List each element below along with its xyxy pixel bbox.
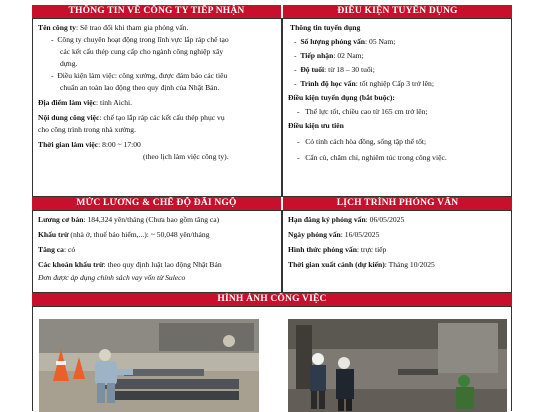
banner-conditions: ĐIỀU KIỆN TUYỂN DỤNG xyxy=(283,5,512,18)
conditions-section xyxy=(282,18,512,197)
work-label: Nội dung công việc xyxy=(38,113,100,122)
interview-date-row: Ngày phỏng vấn: 16/05/2025 xyxy=(288,230,380,239)
work-row-2: cho công trình trong nhà xưởng. xyxy=(38,125,136,134)
req-title: Điều kiện tuyển dụng (bắt buộc): xyxy=(288,93,395,102)
hours-row xyxy=(38,139,141,151)
other-deduct-row: Các khoản khấu trừ: theo quy định luật lao động Nhật Bản xyxy=(38,260,222,269)
accept-row: - Tiếp nhận: 02 Nam; xyxy=(294,51,364,60)
pref-item-1: - Có tính cách hòa đồng, sống tập thể tốt; xyxy=(297,137,427,146)
info-title: Thông tin tuyển dụng xyxy=(290,23,361,32)
count-row: - Số lượng phỏng vấn: 05 Nam; xyxy=(294,37,396,46)
deduct-row: Khấu trừ (nhà ở, thuế bảo hiểm,...): ~ 50,048 yên/tháng xyxy=(38,230,210,239)
salary-section xyxy=(32,210,282,293)
hours-value: : 8:00 ~ 17:00 xyxy=(98,140,141,149)
deadline-row: Hạn đăng ký phỏng vấn: 06/05/2025 xyxy=(288,215,405,224)
pref-title: Điều kiện ưu tiên xyxy=(288,121,344,130)
company-desc2-line2: chuẩn an toàn lao động theo quy định của Nhật Bản. xyxy=(60,83,220,92)
company-name-row xyxy=(38,22,188,34)
work-value: : chế tạo lắp ráp các kết cấu thép phục vụ xyxy=(99,113,225,122)
req-item-1: - Thể lực tốt, chiều cao từ 165 cm trở lên; xyxy=(297,107,428,116)
work-row xyxy=(38,112,225,124)
banner-schedule: LỊCH TRÌNH PHỎNG VẤN xyxy=(283,197,512,210)
base-row: Lương cơ bản: 184,324 yên/tháng (Chưa bao gồm tăng ca) xyxy=(38,215,220,224)
banner-salary: MỨC LƯƠNG & CHẾ ĐỘ ĐÃI NGỘ xyxy=(32,197,281,210)
hours-label: Thời gian làm việc xyxy=(38,140,99,149)
job-sheet xyxy=(32,5,512,411)
overtime-row: Tăng ca: có xyxy=(38,245,76,254)
company-desc1-line1: - Công ty chuyên hoạt động trong lĩnh vực lắp ráp chế tạo xyxy=(51,35,229,44)
location-row xyxy=(38,97,132,109)
company-desc2-line1: - Điều kiện làm việc: công xưởng, được đảm bảo các tiêu xyxy=(51,71,228,80)
banner-photos: HÌNH ẢNH CÔNG VIỆC xyxy=(32,293,512,306)
location-label: Địa điểm làm việc xyxy=(38,98,96,107)
departure-row: Thời gian xuất cảnh (dự kiến): Tháng 10/2025 xyxy=(288,260,435,269)
company-desc1-line2: các kết cấu thép cung cấp cho ngành công nghiệp xây xyxy=(60,47,224,56)
company-name-label: Tên công ty xyxy=(38,23,76,32)
interview-form-row: Hình thức phỏng vấn: trực tiếp xyxy=(288,245,387,254)
loan-note: Đơn được áp dụng chính sách vay vốn từ Suleco xyxy=(38,273,186,282)
work-photo-1 xyxy=(39,319,259,412)
photos-section xyxy=(32,306,512,411)
schedule-section xyxy=(282,210,512,293)
pref-item-2: - Cẩn cù, chăm chỉ, nghiêm túc trong công việc. xyxy=(297,153,447,162)
age-row: - Độ tuổi: từ 18 – 30 tuổi; xyxy=(294,65,375,74)
company-name-value: : Sẽ trao đổi khi tham gia phỏng vấn. xyxy=(75,23,189,32)
company-section xyxy=(32,18,282,197)
edu-row: - Trình độ học vấn: tốt nghiệp Cấp 3 trở lên; xyxy=(294,79,434,88)
hours-note: (theo lịch làm việc công ty). xyxy=(143,152,229,161)
location-value: : tỉnh Aichi. xyxy=(96,98,133,107)
company-desc1-line3: dựng. xyxy=(60,59,78,68)
banner-company: THÔNG TIN VỀ CÔNG TY TIẾP NHẬN xyxy=(32,5,281,18)
work-photo-2 xyxy=(288,319,507,412)
